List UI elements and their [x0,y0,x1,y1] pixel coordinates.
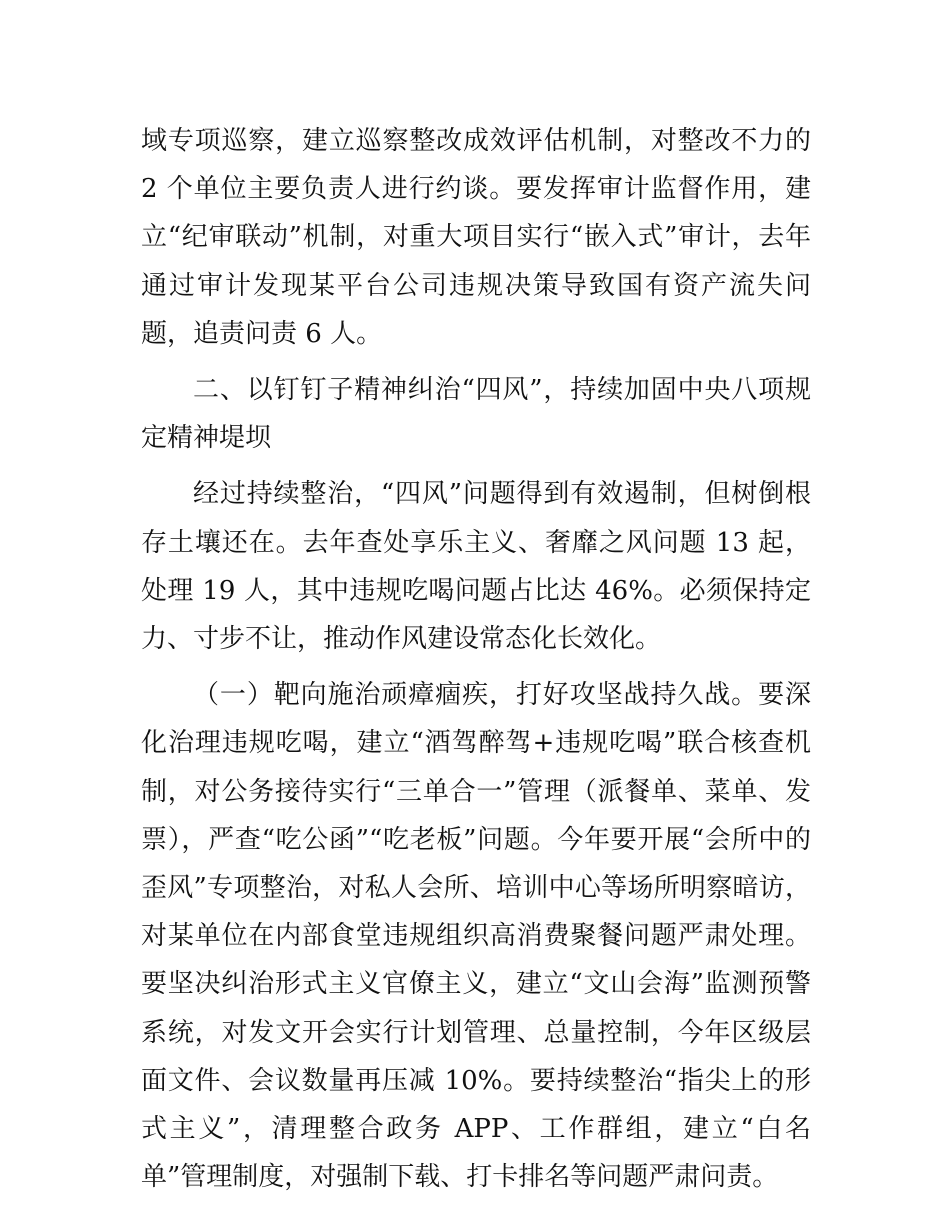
document-body [141,117,811,1201]
paragraph-subsection-1: （一）靶向施治顽瘴痼疾，打好攻坚战持久战。要深化治理违规吃喝，建立“酒驾醉驾+违规吃喝”联合核查机制，对公务接待实行“三单合一”管理（派餐单、菜单、发票），严查“吃公函”“吃老板”问题。今年要开展“会所中的歪风”专项整治，对私人会所、培训中心等场所明察暗访，对某单位在内部食堂违规组织高消费聚餐问题严肃处理。要坚决纠治形式主义官僚主义，建立“文山会海”监测预警系统，对发文开会实行计划管理、总量控制，今年区级层面文件、会议数量再压减 10%。要持续整治“指尖上的形式主义”，清理整合政务 APP、工作群组，建立“白名单”管理制度，对强制下载、打卡排名等问题严肃问责。 [141,680,811,1193]
paragraph-summary: 经过持续整治，“四风”问题得到有效遏制，但树倒根存土壤还在。去年查处享乐主义、奢靡之风问题 13 起，处理 19 人，其中违规吃喝问题占比达 46%。必须保持定力、寸步不让，推动作风建设常态化长效化。 [141,479,811,655]
section-heading-2: 二、以钉钉子精神纠治“四风”，持续加固中央八项规定精神堤坝 [141,375,811,454]
paragraph-continuation: 域专项巡察，建立巡察整改成效评估机制，对整改不力的 2 个单位主要负责人进行约谈。要发挥审计监督作用，建立“纪审联动”机制，对重大项目实行“嵌入式”审计，去年通过审计发现某平台公司违规决策导致国有资产流失问题，追责问责 6 人。 [141,126,811,349]
